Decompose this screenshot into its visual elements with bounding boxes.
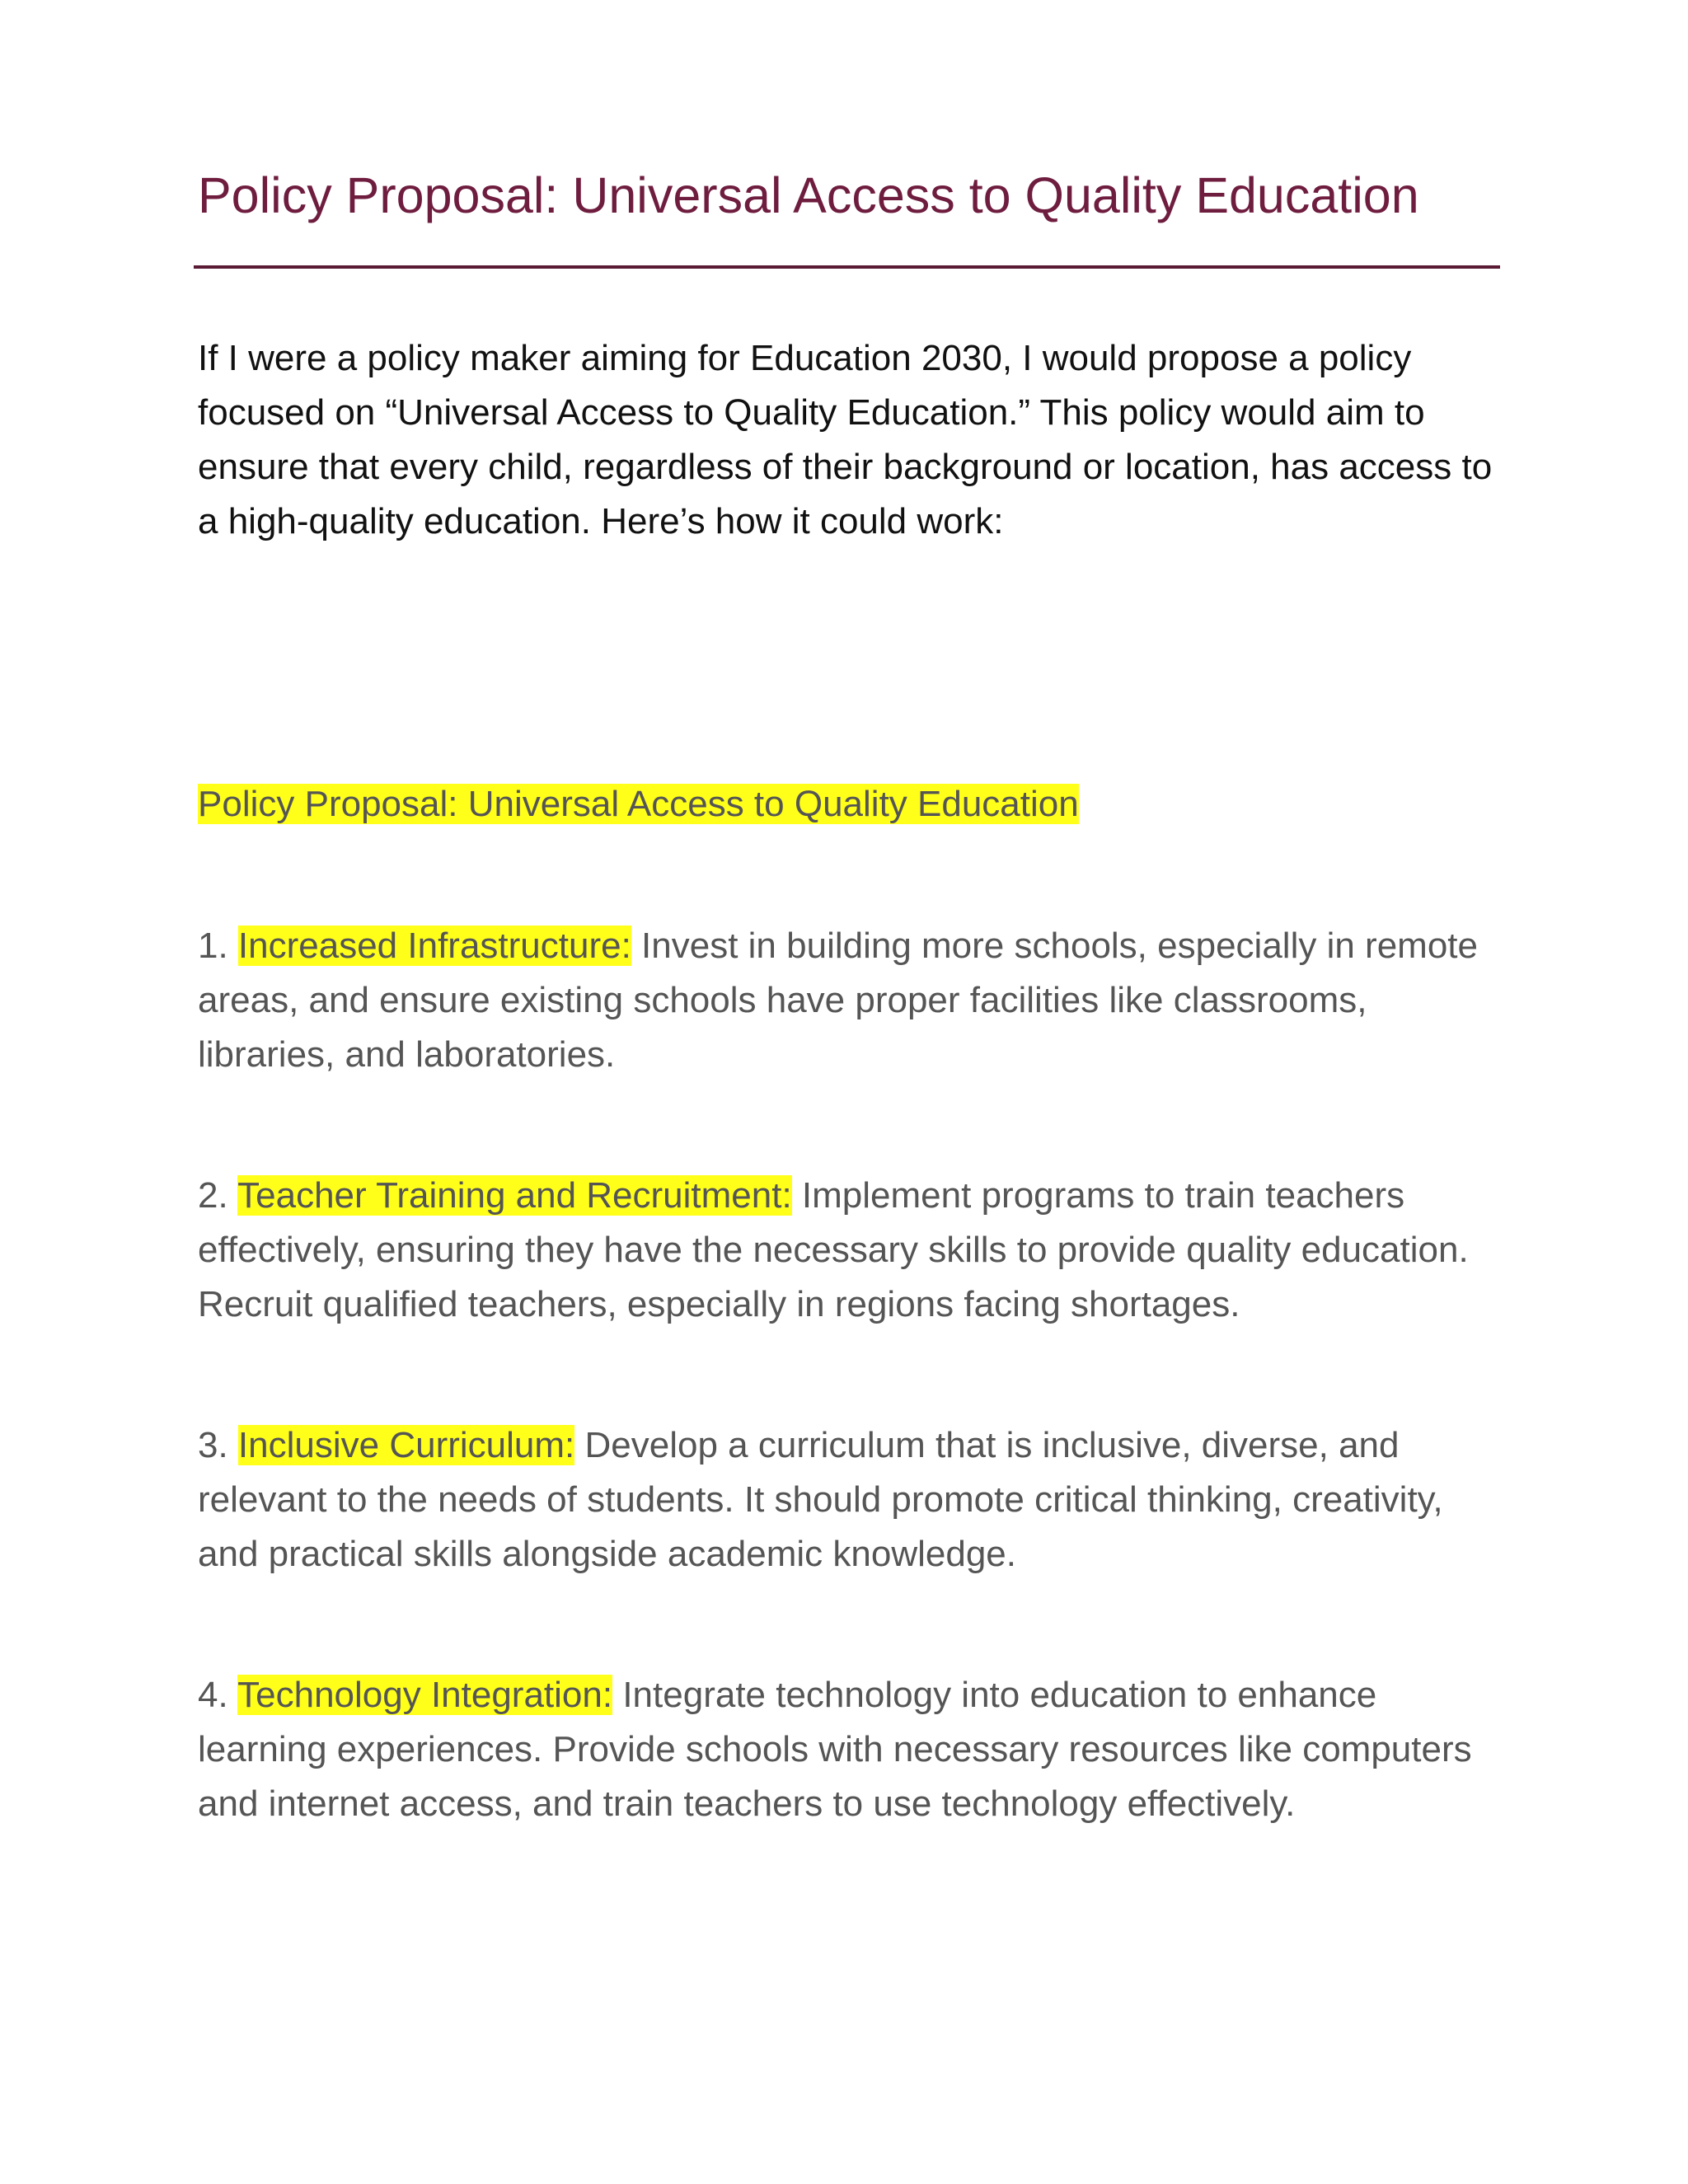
intro-paragraph: If I were a policy maker aiming for Education 2030, I would propose a policy focused on “Universal Access to Quality Education.” This policy would aim to ensure that every child, regardless of their background or location, has access to a high-quality education. Here’s how it could work: (198, 338, 1493, 541)
document-page (198, 161, 1500, 1824)
item-label: Increased Infrastructure: (237, 926, 631, 966)
item-number: 1. (198, 926, 238, 966)
highlighted-subheading (198, 777, 1079, 832)
title-divider (194, 265, 1500, 269)
item-text: Implement programs to train teachers effectively, ensuring they have the necessary skills to provide quality education. Recruit qualified teachers, especially in regions facing shortages. (198, 1175, 1469, 1324)
item-label: Inclusive Curriculum: (237, 1425, 575, 1465)
list-item (198, 1418, 1500, 1582)
list-item (198, 919, 1500, 1082)
document-title: Policy Proposal: Universal Access to Quality Education (198, 167, 1419, 223)
subheading-text: Policy Proposal: Universal Access to Quality Education (198, 784, 1079, 824)
item-number: 4. (198, 1675, 238, 1715)
item-text: Integrate technology into education to enhance learning experiences. Provide schools with necessary resources like computers and internet access, and train teachers to use technology effectively. (198, 1675, 1472, 1824)
list-item (198, 1169, 1500, 1332)
item-text: Develop a curriculum that is inclusive, diverse, and relevant to the needs of students. It should promote critical thinking, creativity, and practical skills alongside academic knowledge. (198, 1425, 1443, 1574)
item-label: Teacher Training and Recruitment: (237, 1175, 792, 1216)
item-text: Invest in building more schools, especially in remote areas, and ensure existing schools have proper facilities like classrooms, libraries, and laboratories. (198, 926, 1478, 1075)
item-number: 2. (198, 1175, 238, 1216)
list-item (198, 1668, 1500, 1831)
item-label: Technology Integration: (237, 1675, 613, 1715)
item-number: 3. (198, 1425, 238, 1465)
